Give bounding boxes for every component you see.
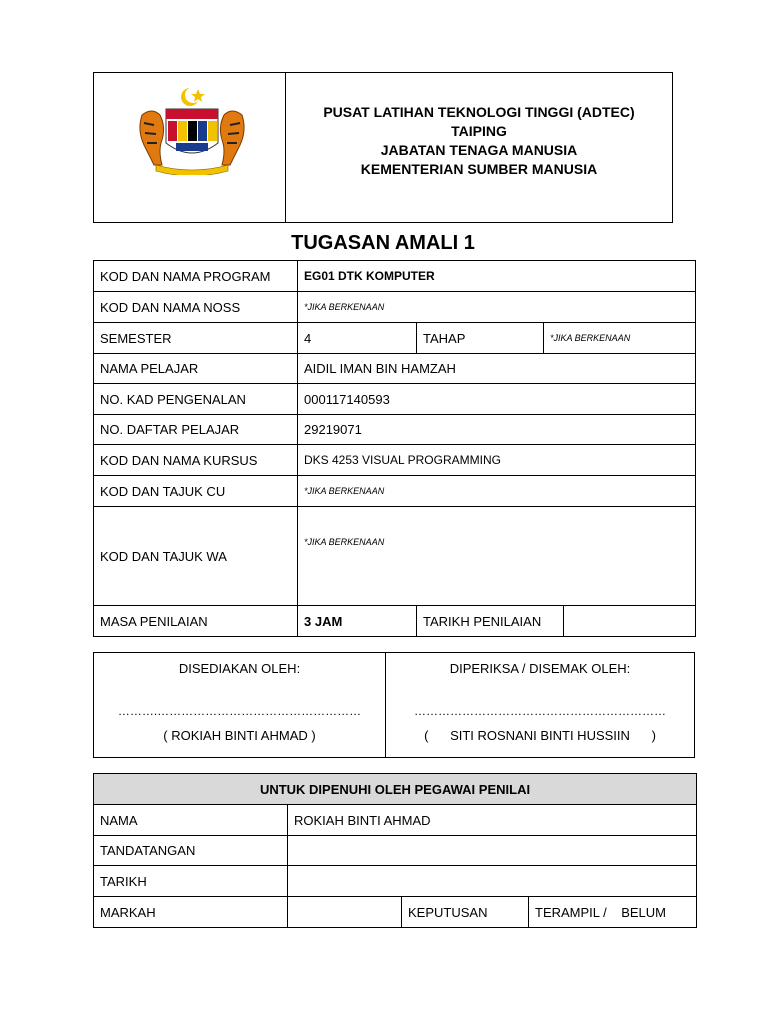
- daftar-label: NO. DAFTAR PELAJAR: [94, 415, 298, 445]
- tahap-label: TAHAP: [417, 323, 544, 354]
- prepared-by-name: ( ROKIAH BINTI AHMAD ): [163, 728, 316, 743]
- semester-value: 4: [298, 323, 417, 354]
- nama-pelajar-value: AIDIL IMAN BIN HAMZAH: [298, 354, 696, 384]
- prepared-by-signature-line: ……….……………………………………………: [117, 704, 362, 718]
- checked-by-cell: [386, 653, 695, 758]
- assessor-heading: UNTUK DIPENUHI OLEH PEGAWAI PENILAI: [94, 774, 697, 805]
- checked-by-name: ( SITI ROSNANI BINTI HUSSIIN ): [424, 728, 656, 743]
- header-line-1: PUSAT LATIHAN TEKNOLOGI TINGGI (ADTEC): [323, 104, 635, 120]
- header-line-3: JABATAN TENAGA MANUSIA: [380, 142, 578, 158]
- prepared-by-cell: [94, 653, 386, 758]
- noss-label: KOD DAN NAMA NOSS: [94, 292, 298, 323]
- masa-value: 3 JAM: [298, 606, 417, 637]
- keputusan-value: TERAMPIL / BELUM: [529, 897, 697, 928]
- logo-cell: [94, 73, 286, 222]
- cu-value: *JIKA BERKENAAN: [298, 476, 696, 507]
- program-value: EG01 DTK KOMPUTER: [298, 261, 696, 292]
- ic-value: 000117140593: [298, 384, 696, 415]
- tarikh-penilaian-label: TARIKH PENILAIAN: [417, 606, 564, 637]
- assessor-tarikh-label: TARIKH: [94, 866, 288, 897]
- tahap-value: *JIKA BERKENAAN: [544, 323, 696, 354]
- program-label: KOD DAN NAMA PROGRAM: [94, 261, 298, 292]
- coat-of-arms-logo: [132, 85, 252, 175]
- kursus-label: KOD DAN NAMA KURSUS: [94, 445, 298, 476]
- cu-label: KOD DAN TAJUK CU: [94, 476, 298, 507]
- prepared-by-label: DISEDIAKAN OLEH:: [178, 661, 301, 676]
- wa-value: *JIKA BERKENAAN: [298, 507, 696, 606]
- header-text: [286, 103, 672, 179]
- info-table: [93, 260, 696, 637]
- checked-by-label: DIPERIKSA / DISEMAK OLEH:: [449, 661, 631, 676]
- ic-label: NO. KAD PENGENALAN: [94, 384, 298, 415]
- header-line-2: TAIPING: [451, 123, 507, 139]
- assessor-table: [93, 773, 697, 928]
- assessor-nama-value: ROKIAH BINTI AHMAD: [288, 805, 697, 836]
- header-box: [93, 72, 673, 223]
- noss-value: *JIKA BERKENAAN: [298, 292, 696, 323]
- assessor-nama-label: NAMA: [94, 805, 288, 836]
- header-line-4: KEMENTERIAN SUMBER MANUSIA: [360, 161, 598, 177]
- wa-label: KOD DAN TAJUK WA: [94, 507, 298, 606]
- page-title: TUGASAN AMALI 1: [291, 232, 475, 254]
- signature-table: [93, 652, 695, 758]
- tandatangan-label: TANDATANGAN: [94, 836, 288, 866]
- masa-label: MASA PENILAIAN: [94, 606, 298, 637]
- semester-label: SEMESTER: [94, 323, 298, 354]
- assessor-tarikh-value: [288, 866, 697, 897]
- daftar-value: 29219071: [298, 415, 696, 445]
- kursus-value: DKS 4253 VISUAL PROGRAMMING: [298, 445, 696, 476]
- keputusan-label: KEPUTUSAN: [402, 897, 529, 928]
- nama-pelajar-label: NAMA PELAJAR: [94, 354, 298, 384]
- tandatangan-value: [288, 836, 697, 866]
- checked-by-signature-line: ………………………………………………………: [414, 704, 666, 718]
- markah-value: [288, 897, 402, 928]
- tarikh-penilaian-value: [564, 606, 696, 637]
- markah-label: MARKAH: [94, 897, 288, 928]
